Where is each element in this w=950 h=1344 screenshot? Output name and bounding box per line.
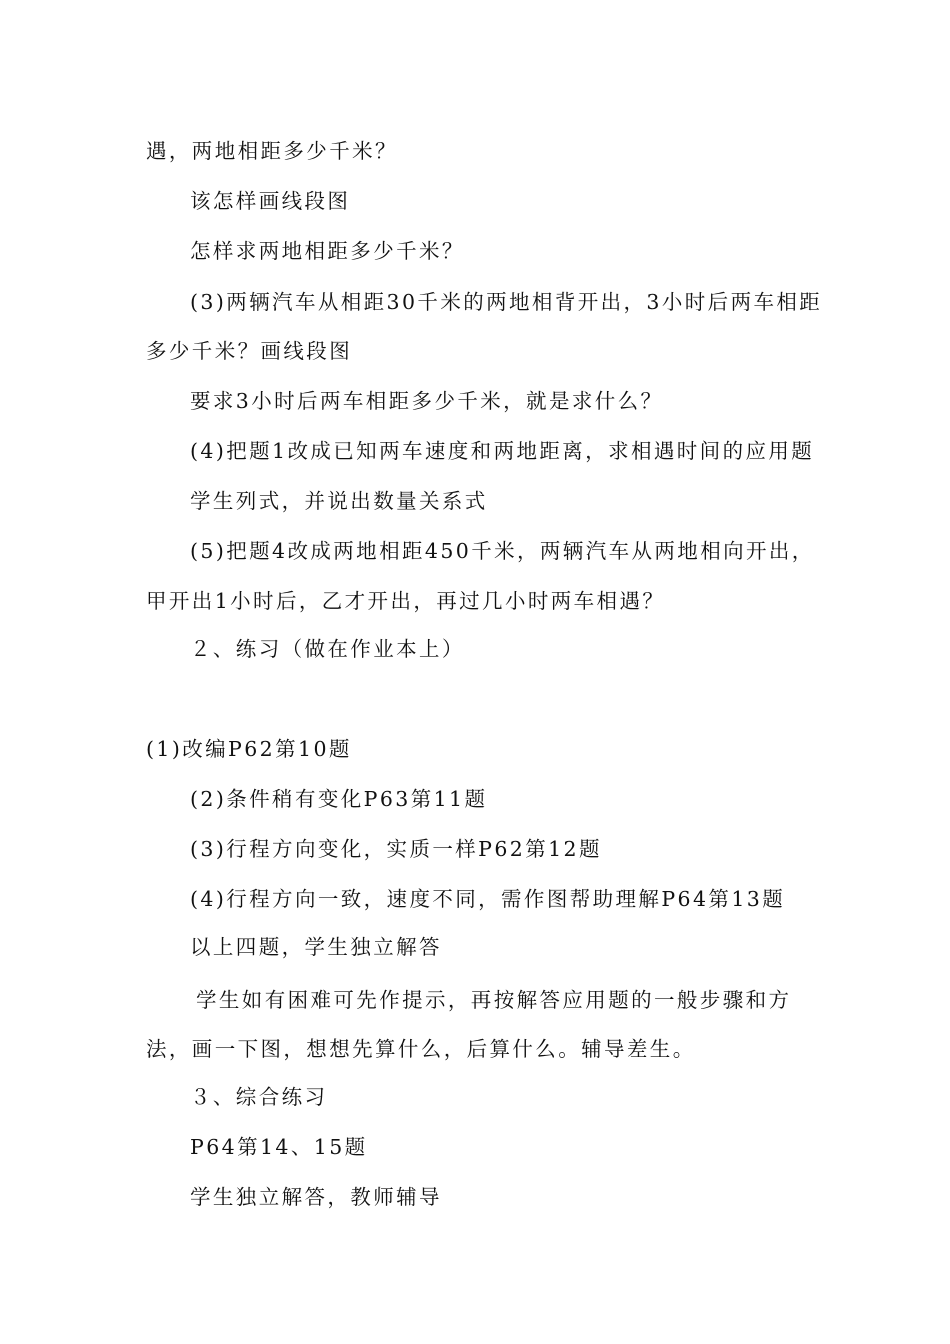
text-line: (1)改编P62第10题 — [146, 737, 352, 761]
text-line: 学生列式，并说出数量关系式 — [190, 489, 488, 513]
text-line: 以上四题，学生独立解答 — [190, 935, 442, 959]
text-line: (5)把题4改成两地相距450千米，两辆汽车从两地相向开出， — [190, 539, 815, 563]
text-line: (2)条件稍有变化P63第11题 — [190, 787, 488, 811]
section-heading: ３、综合练习 — [190, 1085, 328, 1109]
text-line: 甲开出1小时后，乙才开出，再过几小时两车相遇？ — [146, 589, 666, 613]
text-line: (4)行程方向一致，速度不同，需作图帮助理解P64第13题 — [190, 887, 786, 911]
text-line: 怎样求两地相距多少千米？ — [190, 239, 465, 263]
text-line: (3)行程方向变化，实质一样P62第12题 — [190, 837, 602, 861]
text-line: 学生独立解答，教师辅导 — [190, 1185, 442, 1209]
text-line: 多少千米？画线段图 — [146, 339, 353, 363]
text-line: 该怎样画线段图 — [190, 189, 351, 213]
text-line: P64第14、15题 — [190, 1135, 368, 1159]
text-line: 学生如有困难可先作提示，再按解答应用题的一般步骤和方 — [196, 988, 792, 1012]
text-line: 法，画一下图，想想先算什么，后算什么。辅导差生。 — [146, 1037, 696, 1061]
text-line: 遇，两地相距多少千米？ — [146, 139, 398, 163]
section-heading: ２、练习（做在作业本上） — [190, 637, 465, 661]
text-line: 要求3小时后两车相距多少千米，就是求什么？ — [190, 389, 664, 413]
text-line: (3)两辆汽车从相距30千米的两地相背开出，3小时后两车相距 — [190, 290, 823, 314]
text-line: (4)把题1改成已知两车速度和两地距离，求相遇时间的应用题 — [190, 439, 815, 463]
